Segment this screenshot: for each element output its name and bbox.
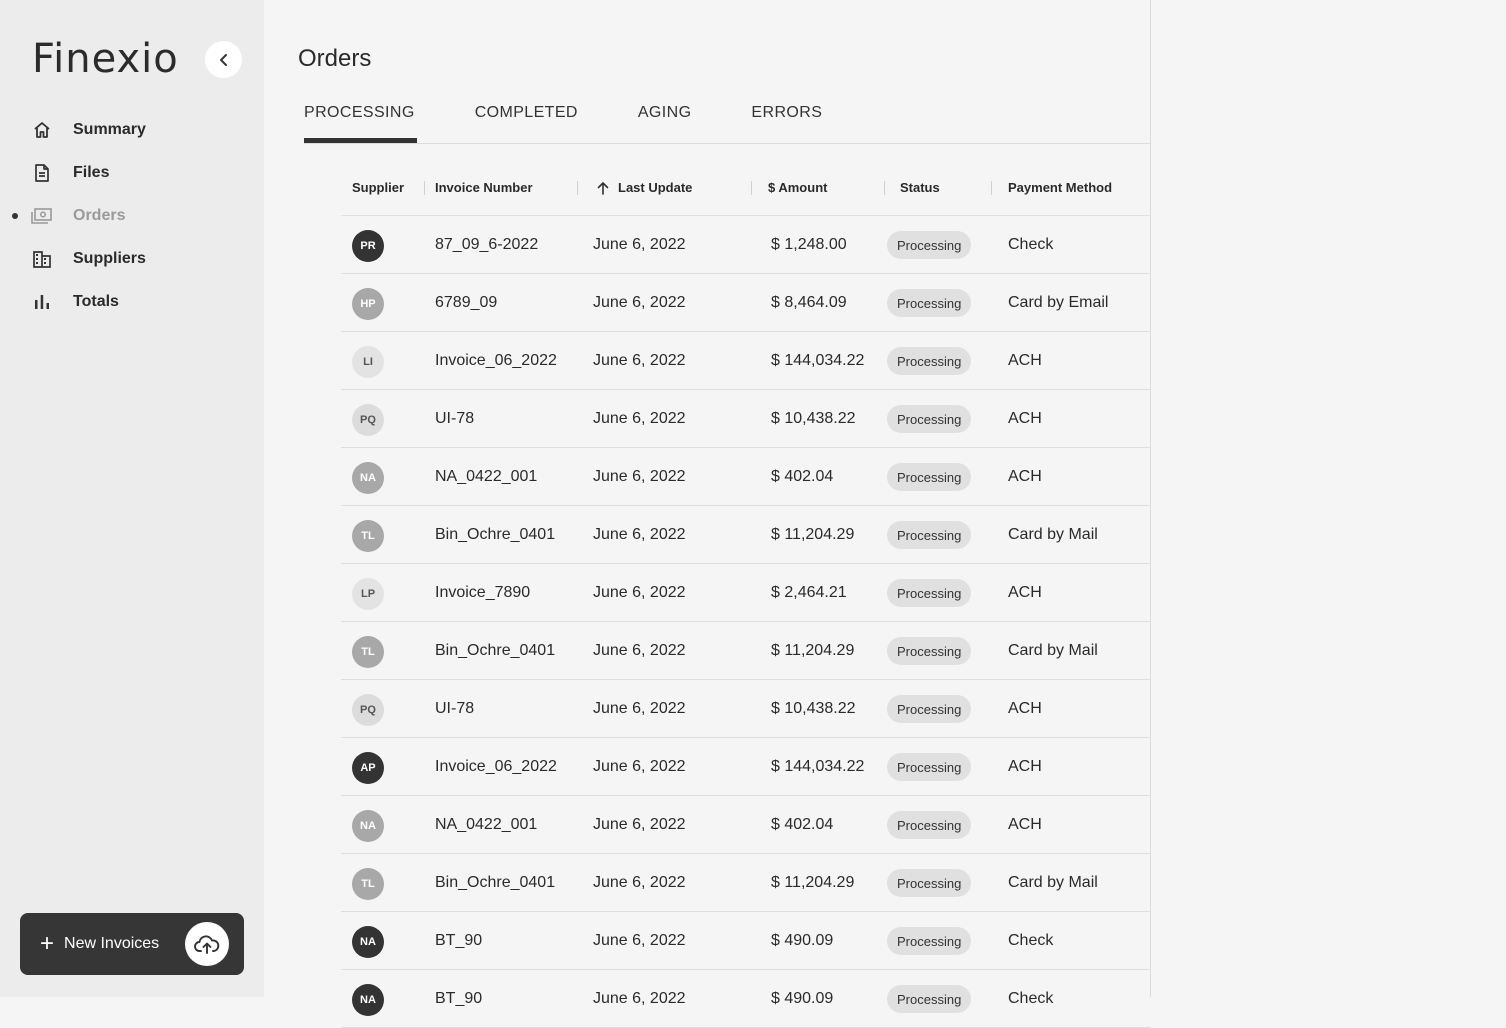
payment-method-cell: ACH: [1008, 816, 1042, 833]
supplier-avatar: LI: [352, 346, 384, 378]
new-invoices-label: New Invoices: [64, 935, 160, 952]
status-badge: Processing: [887, 231, 971, 259]
column-header-amount[interactable]: $ Amount: [768, 180, 828, 195]
payment-method-cell: Card by Mail: [1008, 526, 1098, 543]
invoice-number-cell: UI-78: [435, 410, 475, 427]
supplier-avatar: AP: [352, 752, 384, 784]
status-badge: Processing: [887, 695, 971, 723]
amount-cell: $ 144,034.22: [771, 758, 865, 775]
last-update-cell: June 6, 2022: [593, 236, 686, 253]
column-divider: [577, 181, 578, 195]
page-title: Orders: [298, 45, 372, 72]
table-row[interactable]: [341, 738, 1150, 796]
collapse-sidebar-button[interactable]: [205, 41, 242, 78]
sidebar: [0, 0, 264, 997]
detail-panel: [1150, 0, 1506, 997]
invoice-number-cell: NA_0422_001: [435, 468, 538, 485]
table-row[interactable]: [341, 796, 1150, 854]
supplier-avatar: HP: [352, 288, 384, 320]
tab-completed[interactable]: COMPLETED: [474, 104, 578, 121]
status-badge: Processing: [887, 637, 971, 665]
payment-method-cell: ACH: [1008, 410, 1042, 427]
last-update-cell: June 6, 2022: [593, 584, 686, 601]
table-row[interactable]: [341, 390, 1150, 448]
table-header: [341, 160, 1150, 216]
amount-cell: $ 8,464.09: [771, 294, 847, 311]
bar-chart-icon: [32, 292, 52, 312]
amount-cell: $ 144,034.22: [771, 352, 865, 369]
status-badge: Processing: [887, 463, 971, 491]
sidebar-item-orders[interactable]: [0, 194, 264, 237]
sort-ascending-arrow-icon: [596, 181, 610, 195]
main-content: [264, 0, 1150, 1007]
column-divider: [991, 181, 992, 195]
cloud-upload-button[interactable]: [185, 922, 229, 966]
column-header-supplier[interactable]: Supplier: [352, 180, 405, 195]
amount-cell: $ 11,204.29: [771, 526, 855, 543]
invoice-number-cell: NA_0422_001: [435, 816, 538, 833]
column-header-payment-method[interactable]: Payment Method: [1008, 180, 1113, 195]
orders-table: [341, 160, 1150, 1028]
table-row[interactable]: [341, 506, 1150, 564]
status-badge: Processing: [887, 289, 971, 317]
amount-cell: $ 11,204.29: [771, 642, 855, 659]
amount-cell: $ 1,248.00: [771, 236, 847, 253]
last-update-cell: June 6, 2022: [593, 468, 686, 485]
table-row[interactable]: [341, 970, 1150, 1028]
sidebar-item-files[interactable]: [0, 151, 264, 194]
chevron-left-icon: [217, 53, 231, 67]
invoice-number-cell: Bin_Ochre_0401: [435, 642, 556, 659]
payment-method-cell: ACH: [1008, 700, 1042, 717]
supplier-avatar: NA: [352, 810, 384, 842]
table-row[interactable]: [341, 912, 1150, 970]
invoice-number-cell: Invoice_7890: [435, 584, 531, 601]
status-badge: Processing: [887, 521, 971, 549]
supplier-avatar: PQ: [352, 404, 384, 436]
last-update-cell: June 6, 2022: [593, 990, 686, 1007]
invoice-number-cell: Invoice_06_2022: [435, 758, 557, 775]
tab-bar: [304, 104, 882, 144]
invoice-number-cell: Bin_Ochre_0401: [435, 874, 556, 891]
payment-method-cell: ACH: [1008, 584, 1042, 601]
supplier-avatar: TL: [352, 868, 384, 900]
supplier-avatar: LP: [352, 578, 384, 610]
amount-cell: $ 490.09: [771, 932, 834, 949]
status-badge: Processing: [887, 753, 971, 781]
supplier-avatar: NA: [352, 984, 384, 1016]
cloud-upload-icon: [194, 933, 220, 955]
sidebar-nav: [0, 108, 264, 323]
status-badge: Processing: [887, 347, 971, 375]
amount-cell: $ 11,204.29: [771, 874, 855, 891]
sidebar-item-label: Suppliers: [73, 249, 146, 267]
supplier-avatar: NA: [352, 926, 384, 958]
status-badge: Processing: [887, 579, 971, 607]
last-update-cell: June 6, 2022: [593, 352, 686, 369]
payment-method-cell: Card by Email: [1008, 294, 1109, 311]
last-update-cell: June 6, 2022: [593, 758, 686, 775]
status-badge: Processing: [887, 927, 971, 955]
status-badge: Processing: [887, 405, 971, 433]
invoice-number-cell: 87_09_6-2022: [435, 236, 539, 253]
invoice-number-cell: Bin_Ochre_0401: [435, 526, 556, 543]
status-badge: Processing: [887, 869, 971, 897]
last-update-cell: June 6, 2022: [593, 294, 686, 311]
sidebar-item-suppliers[interactable]: [0, 237, 264, 280]
last-update-cell: June 6, 2022: [593, 526, 686, 543]
column-header-label: Last Update: [618, 180, 693, 195]
table-row[interactable]: [341, 332, 1150, 390]
invoice-number-cell: BT_90: [435, 990, 483, 1007]
tab-errors[interactable]: ERRORS: [751, 104, 823, 121]
active-indicator-dot: [12, 213, 18, 219]
sidebar-item-label: Summary: [73, 120, 146, 138]
table-row[interactable]: [341, 680, 1150, 738]
table-row[interactable]: [341, 564, 1150, 622]
plus-icon: +: [40, 930, 55, 957]
column-header-last-update[interactable]: [596, 180, 692, 195]
last-update-cell: June 6, 2022: [593, 816, 686, 833]
payment-method-cell: Card by Mail: [1008, 642, 1098, 659]
last-update-cell: June 6, 2022: [593, 874, 686, 891]
sidebar-item-totals[interactable]: [0, 280, 264, 323]
table-row[interactable]: [341, 854, 1150, 912]
amount-cell: $ 402.04: [771, 468, 834, 485]
sidebar-item-summary[interactable]: [0, 108, 264, 151]
amount-cell: $ 490.09: [771, 990, 834, 1007]
home-icon: [32, 120, 52, 140]
invoice-number-cell: BT_90: [435, 932, 483, 949]
table-body: [341, 216, 1150, 1028]
table-row[interactable]: [341, 274, 1150, 332]
last-update-cell: June 6, 2022: [593, 932, 686, 949]
payment-method-cell: Check: [1008, 932, 1054, 949]
payment-method-cell: ACH: [1008, 352, 1042, 369]
tab-processing[interactable]: PROCESSING: [304, 104, 415, 144]
payments-icon: [32, 206, 52, 226]
payment-method-cell: ACH: [1008, 468, 1042, 485]
invoice-number-cell: UI-78: [435, 700, 475, 717]
last-update-cell: June 6, 2022: [593, 642, 686, 659]
column-header-status[interactable]: Status: [900, 180, 940, 195]
invoice-number-cell: 6789_09: [435, 294, 498, 311]
building-icon: [32, 249, 52, 269]
table-row[interactable]: [341, 622, 1150, 680]
amount-cell: $ 10,438.22: [771, 700, 856, 717]
column-divider: [751, 181, 752, 195]
tab-aging[interactable]: AGING: [637, 104, 692, 121]
payment-method-cell: Check: [1008, 990, 1054, 1007]
payment-method-cell: Card by Mail: [1008, 874, 1098, 891]
status-badge: Processing: [887, 811, 971, 839]
payment-method-cell: ACH: [1008, 758, 1042, 775]
last-update-cell: June 6, 2022: [593, 410, 686, 427]
column-divider: [884, 181, 885, 195]
supplier-avatar: PR: [352, 230, 384, 262]
table-row[interactable]: [341, 216, 1150, 274]
supplier-avatar: PQ: [352, 694, 384, 726]
amount-cell: $ 10,438.22: [771, 410, 856, 427]
status-badge: Processing: [887, 985, 971, 1013]
payment-method-cell: Check: [1008, 236, 1054, 253]
tabs-divider: [304, 143, 1150, 144]
supplier-avatar: TL: [352, 520, 384, 552]
supplier-avatar: NA: [352, 462, 384, 494]
last-update-cell: June 6, 2022: [593, 700, 686, 717]
sidebar-item-label: Files: [73, 163, 110, 181]
column-header-invoice-number[interactable]: Invoice Number: [435, 180, 533, 195]
sidebar-item-label: Orders: [73, 206, 126, 224]
app-logo: Finexio: [32, 36, 179, 82]
amount-cell: $ 402.04: [771, 816, 834, 833]
column-divider: [424, 181, 425, 195]
invoice-number-cell: Invoice_06_2022: [435, 352, 557, 369]
table-row[interactable]: [341, 448, 1150, 506]
document-icon: [32, 163, 52, 183]
sidebar-item-label: Totals: [73, 292, 119, 310]
new-invoices-button[interactable]: [20, 913, 244, 975]
supplier-avatar: TL: [352, 636, 384, 668]
amount-cell: $ 2,464.21: [771, 584, 847, 601]
